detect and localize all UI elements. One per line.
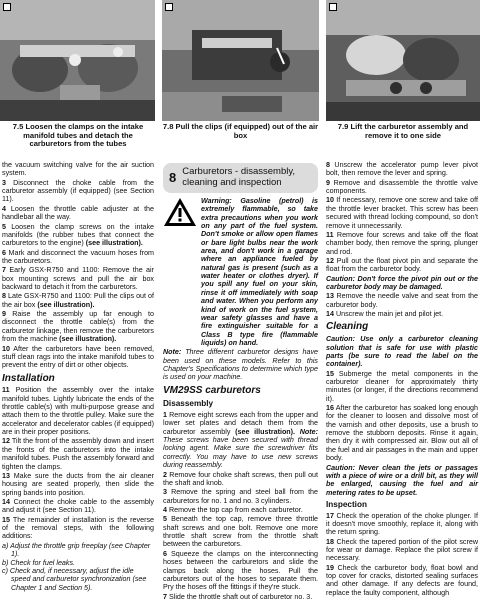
section-header — [163, 163, 318, 193]
additions-list — [2, 542, 154, 592]
section-title: Carburetors - disassembly, cleaning and inspection — [182, 166, 296, 188]
step-10: 10 If necessary, remove one screw and take off the throttle lever bracket. This screw has been secured with thread locking compound, so don't remove it unnecessarily. — [326, 196, 478, 230]
section-number: 8 — [169, 170, 177, 186]
photo-image — [162, 0, 319, 121]
step-6: 6 Squeeze the clamps on the interconnecting hoses between the carburetors and slide the clamps back along the hoses. Pull the carburetors out of the hoses to separate them. Pry the hoses off the fittings if they're stuck. — [163, 549, 319, 592]
heading-inspection: Inspection — [326, 499, 367, 509]
note-designs: Note: Three different carburetor designs have been used on these models. Refer to this Chapter's Specifications to determine which type is used on your machine. — [163, 348, 319, 382]
paragraph-intro: the vacuum switching valve for the air suction system. — [2, 161, 154, 178]
step-12: 12 Pull out the float pivot pin and separate the float from the carburetor body. — [326, 256, 479, 274]
step-14: 14 Unscrew the main jet and pilot jet. — [326, 310, 444, 319]
step-9: 9 Raise the assembly up far enough to disconnect the throttle cable(s) from the carburetor linkage, then remove the carburetors from the machine (see illustration). — [2, 310, 154, 344]
caution-pivot-pin: Caution: Don't force the pivot pin out or the carburetor body may be damaged. — [326, 274, 478, 292]
column-3 — [326, 161, 478, 598]
photo-image — [326, 0, 480, 121]
photo-corner-marker — [329, 3, 337, 11]
list-item: a) Adjust the throttle grip freeplay (see Chapter 1). — [2, 541, 151, 559]
caption-7-5: 7.5 Loosen the clamps on the intake manifold tubes and detach the carburetors from the tubes — [12, 122, 144, 149]
step-19: 19 Check the carburetor body, float bowl and top cover for cracks, distorted sealing surfaces and other damage. If any defects are found, replace the faulty component, although — [326, 563, 479, 597]
photo-image — [0, 0, 155, 121]
caution-jets: Caution: Never clean the jets or passages with a piece of wire or a drill bit, as they will be enlarged, causing the fuel and air metering rates to be upset. — [326, 463, 478, 497]
step-3: 3 Disconnect the choke cable from the carburetor assembly (if equipped) (see Section 11). — [2, 178, 154, 204]
step-14: 14 Connect the choke cable to the assembly and adjust it (see Section 11). — [2, 497, 155, 515]
list-item: b) Check for fuel leaks. — [2, 558, 76, 567]
step-6: 6 Mark and disconnect the vacuum hoses from the carburetors. — [2, 248, 154, 265]
photo-carburetor-lift — [326, 0, 480, 121]
photo-carburetor-clamps — [0, 0, 155, 121]
step-5: 5 Loosen the clamp screws on the intake manifolds (the rubber tubes that connect the carburetors to the engine) (see illustration). — [2, 222, 155, 248]
caption-7-8: 7.8 Pull the clips (if equipped) out of the air box — [162, 122, 319, 140]
heading-cleaning: Cleaning — [326, 321, 369, 333]
step-15: 15 The remainder of installation is the reverse of the removal steps, with the following additions: — [2, 515, 154, 541]
step-16: 16 After the carburetor has soaked long enough for the cleaner to loosen and dissolve most of the varnish and other deposits, use a brush to remove the stubborn deposits. Rinse it again, then dry it with compressed air. Blow out all of the fuel and air passages in the main and upper body. — [326, 404, 479, 463]
step-4: 4 Remove the top cap from each carburetor. — [163, 505, 303, 514]
photo-corner-marker — [3, 3, 11, 11]
column-2 — [163, 161, 318, 602]
step-12: 12 Tilt the front of the assembly down and insert the fronts of the carburetors into the intake manifold tubes. Push the assembly forward and tighten the clamps. — [2, 437, 155, 471]
step-3: 3 Remove the spring and steel ball from the carburetors for no. 1 and no. 3 cylinders. — [163, 488, 319, 505]
step-13: 13 Remove the needle valve and seat from the carburetor body. — [326, 292, 479, 309]
warning-block — [163, 197, 318, 348]
step-11: 11 Position the assembly over the intake manifold tubes. Lightly lubricate the ends of the throttle cable(s) with multi-purpose grease and attach them to the throttle pulley. Make sure the accelerator and decelerator cables (if equipped) are in their proper positions. — [2, 386, 155, 437]
caption-7-9: 7.9 Lift the carburetor assembly and remove it to one side — [337, 122, 469, 140]
warning-icon — [163, 197, 197, 348]
step-2: 2 Remove four choke shaft screws, then pull out the shaft and knob. — [163, 470, 318, 487]
step-5: 5 Beneath the top cap, remove three throttle shaft screws and one bolt. Remove one more throttle shaft screw from the throttle shaft between the carburetors. — [163, 515, 318, 549]
heading-disassembly: Disassembly — [163, 399, 214, 409]
step-18: 18 Check the tapered portion of the pilot screw for wear or damage. Replace the pilot screw if necessary. — [326, 537, 479, 563]
step-8: 8 Late GSX-R750 and 1100: Pull the clips out of the air box (see illustration). — [2, 292, 154, 309]
step-1: 1 Remove eight screws each from the upper and lower set plates and detach them from the carburetor assembly (see illustration). Note: These screws have been secured with thread locking agent. Make sure the screwdriver fits correctly. You may have to use new screws during reassembly. — [163, 411, 319, 470]
photo-airbox-clips — [162, 0, 319, 121]
step-7: 7 Slide the throttle shaft out of carburetor no. 3. — [163, 592, 313, 601]
step-7: 7 Early GSX-R750 and 1100: Remove the air box mounting screws and pull the air box backward to detach it from the carburetors. — [2, 266, 154, 292]
warning-text: Warning: Gasoline (petrol) is extremely flammable, so take extra precautions when you work on any part of the fuel system. Don't smoke or allow open flames or bare light bulbs near the work area, and don't work in a garage where an appliance fueled by natural gas is present (such as a water heater or clothes dryer). If you spill any fuel on your skin, rinse it off immediately with soap and water. When you perform any kind of work on the fuel system, wear safety glasses and have a fire extinguisher suitable for a Class B type fire (flammable liquids) on hand. — [201, 196, 318, 347]
step-15: 15 Submerge the metal components in the carburetor cleaner for approximately thirty minutes (or longer, if the directions recommend it). — [326, 369, 478, 403]
heading-vm29ss: VM29SS carburetors — [163, 384, 261, 396]
step-13: 13 Make sure the ducts from the air cleaner housing are seated properly, then slide the spring bands into position. — [2, 471, 155, 497]
caution-cleaner: Caution: Use only a carburetor cleaning solution that is safe for use with plastic parts (be sure to read the label on the container). — [326, 335, 478, 369]
step-17: 17 Check the operation of the choke plunger. If it doesn't move smoothly, replace it, along with the return spring. — [326, 511, 478, 537]
list-item: c) Check and, if necessary, adjust the idle speed and carburetor synchronization (see Chapter 1 and Section 5). — [2, 566, 147, 592]
step-8: 8 Unscrew the accelerator pump lever pivot bolt, then remove the lever and spring. — [326, 161, 479, 178]
step-10: 10 After the carburetors have been removed, stuff clean rags into the intake manifold tubes to prevent the entry of dirt or other objects. — [2, 344, 154, 370]
step-11: 11 Remove four screws and take off the float chamber body, then remove the spring, plunger and rod. — [326, 230, 478, 256]
photo-corner-marker — [165, 3, 173, 11]
column-1 — [2, 161, 154, 592]
step-4: 4 Loosen the throttle cable adjuster at the handlebar all the way. — [2, 204, 155, 222]
heading-installation: Installation — [2, 372, 55, 384]
step-9: 9 Remove and disassemble the throttle valve components. — [326, 178, 479, 196]
